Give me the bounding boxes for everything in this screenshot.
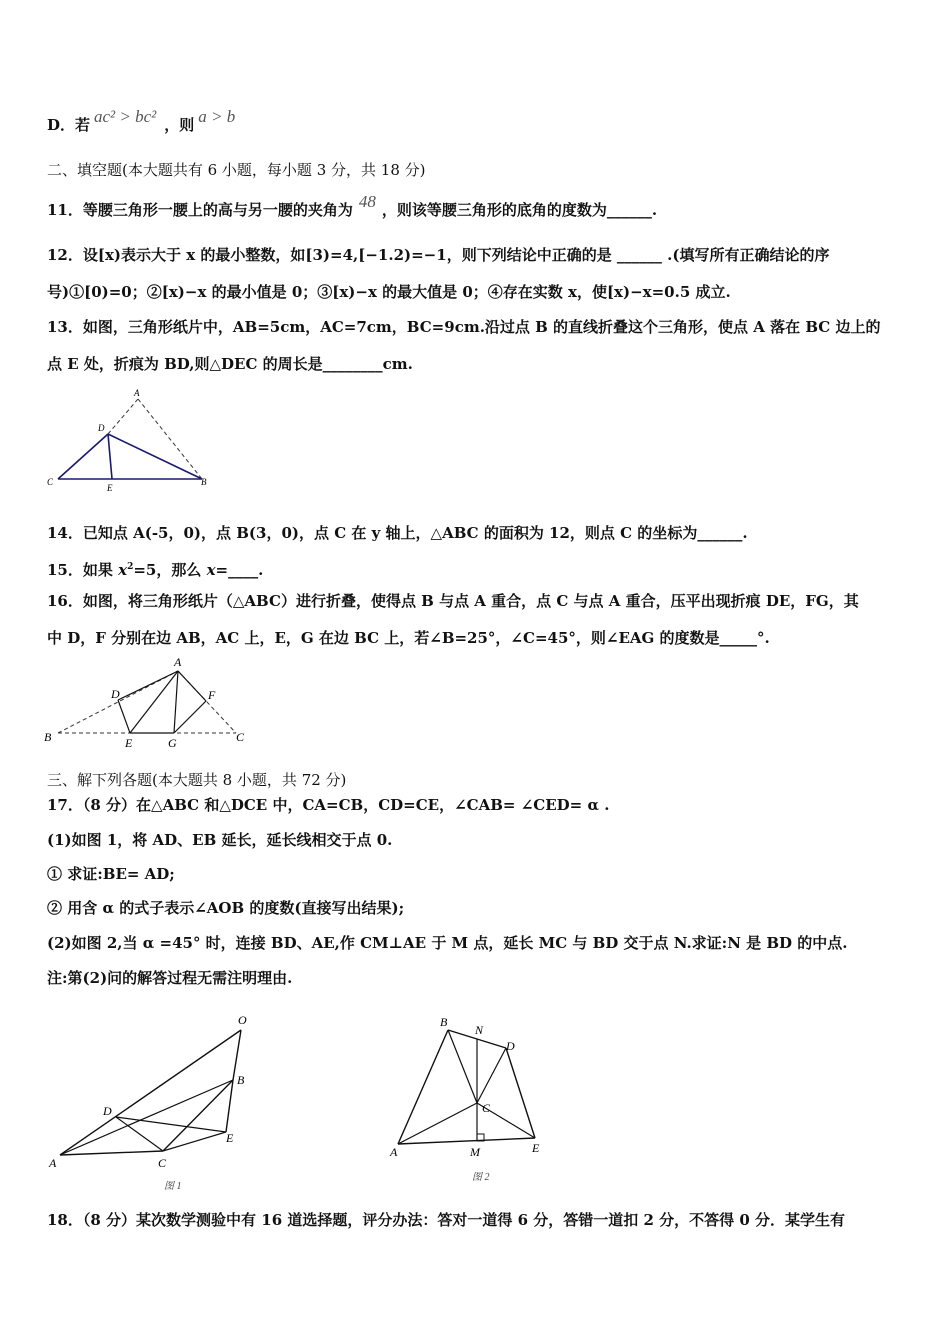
question-17-line-3: ① 求证:BE= AD; — [47, 865, 175, 883]
q16-label-c: C — [236, 730, 245, 744]
q16-segment-ad — [118, 671, 178, 700]
fig1-line-ac — [60, 1151, 163, 1155]
question-14: 14．已知点 A(-5，0)，点 B(3，0)，点 C 在 y 轴上，△ABC 的面积为 12，则点 C 的坐标为______. — [47, 524, 748, 542]
q16-figure — [38, 655, 258, 755]
fig2-label-c: C — [482, 1101, 491, 1115]
q13-side-ca — [58, 434, 108, 479]
question-17-line-5: (2)如图 2,当 α =45° 时，连接 BD、AE,作 CM⊥AE 于 M 点，延长 MC 与 BD 交于点 N.求证:N 是 BD 的中点. — [47, 934, 848, 952]
section-3-heading: 三、解下列各题(本大题共 8 小题，共 72 分) — [47, 771, 347, 789]
fig2-line-bc — [448, 1030, 477, 1103]
q13-label-e: E — [107, 483, 113, 493]
fig1-label-o: O — [238, 1013, 247, 1027]
fig2-label-a: A — [390, 1145, 398, 1159]
q15-mid: =5，那么 — [133, 561, 207, 579]
question-17-line-4: ② 用含 α 的式子表示∠AOB 的度数(直接写出结果); — [47, 899, 405, 917]
q16-label-a: A — [174, 655, 182, 669]
question-16-line-1: 16．如图，将三角形纸片（△ABC）进行折叠，使得点 B 与点 A 重合，点 C 与点 A 重合，压平出现折痕 DE，FG，其 — [47, 592, 859, 610]
fig1-label-a: A — [49, 1156, 57, 1170]
question-12-line-2: 号)①[0)=0；②[x)−x 的最小值是 0；③[x)−x 的最大值是 0；④存在实数 x，使[x)−x=0.5 成立. — [47, 283, 731, 301]
q15-var-x: x — [118, 561, 128, 579]
q16-fold-fg — [174, 701, 206, 733]
fig2-line-ab — [398, 1030, 448, 1144]
option-d-label: D．若 — [47, 116, 91, 134]
q13-label-d: D — [98, 423, 105, 433]
fig2-line-cd — [477, 1048, 506, 1103]
fig2-line-ae — [398, 1138, 535, 1144]
fig1-line-be — [226, 1080, 233, 1132]
q11-angle: 48 — [358, 192, 376, 211]
question-16-line-2: 中 D，F 分别在边 AB，AC 上，E，G 在边 BC 上，若∠B=25°，∠C=45°，则∠EAG 的度数是_____°. — [47, 629, 770, 647]
question-17-line-6: 注:第(2)问的解答过程无需注明理由. — [47, 969, 293, 987]
q16-segment-af — [178, 671, 206, 701]
option-d-then: ，则 — [164, 116, 195, 134]
q16-label-d: D — [111, 687, 120, 701]
question-17-line-1: 17．（8 分）在△ABC 和△DCE 中，CA=CB，CD=CE，∠CAB= ∠CED= α . — [47, 796, 610, 814]
question-15 — [47, 557, 263, 580]
q16-label-b: B — [44, 730, 52, 744]
question-12-line-1: 12．设[x)表示大于 x 的最小整数，如[3)=4,[−1.2)=−1，则下列结论中正确的是 ______ .(填写所有正确结论的序 — [47, 246, 830, 264]
q16-label-e: E — [125, 736, 133, 750]
q13-segment-de — [108, 434, 112, 479]
q16-fold-de — [118, 700, 130, 733]
fig2-label-e: E — [532, 1141, 540, 1155]
q13-figure — [40, 385, 220, 500]
fig1-label-b: B — [237, 1073, 245, 1087]
q16-segment-ae — [130, 671, 178, 733]
q17-figure-2 — [380, 1010, 570, 1190]
question-18: 18．（8 分）某次数学测验中有 16 道选择题，评分办法：答对一道得 6 分，答错一道扣 2 分，不答得 0 分．某学生有 — [47, 1211, 846, 1229]
q15-post: =____. — [215, 561, 264, 579]
q13-fold-bd — [108, 434, 202, 479]
q13-label-c: C — [47, 477, 54, 487]
fig1-line-de — [116, 1117, 226, 1132]
q16-segment-ag — [174, 671, 178, 733]
fig2-caption: 图 2 — [472, 1172, 490, 1183]
section-2-heading: 二、填空题(本大题共有 6 小题，每小题 3 分，共 18 分) — [47, 161, 426, 179]
fig1-label-c: C — [158, 1156, 167, 1170]
q13-dashed-ab — [138, 399, 202, 479]
fig2-label-n: N — [475, 1023, 484, 1037]
q16-label-g: G — [168, 736, 177, 750]
q15-pre: 15．如果 — [47, 561, 119, 579]
q15-exponent: 2 — [127, 562, 134, 572]
option-d-conclusion: a > b — [198, 107, 236, 126]
fig1-caption: 图 1 — [164, 1181, 182, 1192]
q13-label-a: A — [134, 388, 140, 398]
fig1-line-ab — [60, 1080, 233, 1155]
q11-text-pre: 11．等腰三角形一腰上的高与另一腰的夹角为 — [47, 201, 353, 219]
fig1-label-d: D — [103, 1104, 112, 1118]
question-13-line-2: 点 E 处，折痕为 BD,则△DEC 的周长是________cm. — [47, 355, 413, 373]
q16-label-f: F — [208, 688, 216, 702]
option-d — [47, 107, 236, 135]
option-d-condition: ac² > bc² — [94, 107, 157, 126]
q13-dashed-da — [108, 399, 138, 434]
question-11 — [47, 192, 658, 220]
q15-var-x-2: x — [206, 561, 216, 579]
q13-label-b: B — [201, 477, 207, 487]
question-17-line-2: (1)如图 1，将 AD、EB 延长，延长线相交于点 0. — [47, 831, 393, 849]
question-13-line-1: 13．如图，三角形纸片中，AB=5cm，AC=7cm，BC=9cm.沿过点 B 的直线折叠这个三角形，使点 A 落在 BC 边上的 — [47, 318, 881, 336]
q11-text-post: ，则该等腰三角形的底角的度数为______. — [381, 201, 658, 219]
fig1-label-e: E — [226, 1131, 234, 1145]
fig2-label-b: B — [440, 1015, 448, 1029]
fig2-line-ac — [398, 1103, 477, 1144]
q17-figure-1 — [40, 1005, 270, 1195]
fig2-label-d: D — [506, 1039, 515, 1053]
fig2-label-m: M — [470, 1145, 480, 1159]
fig2-line-de — [506, 1048, 535, 1138]
